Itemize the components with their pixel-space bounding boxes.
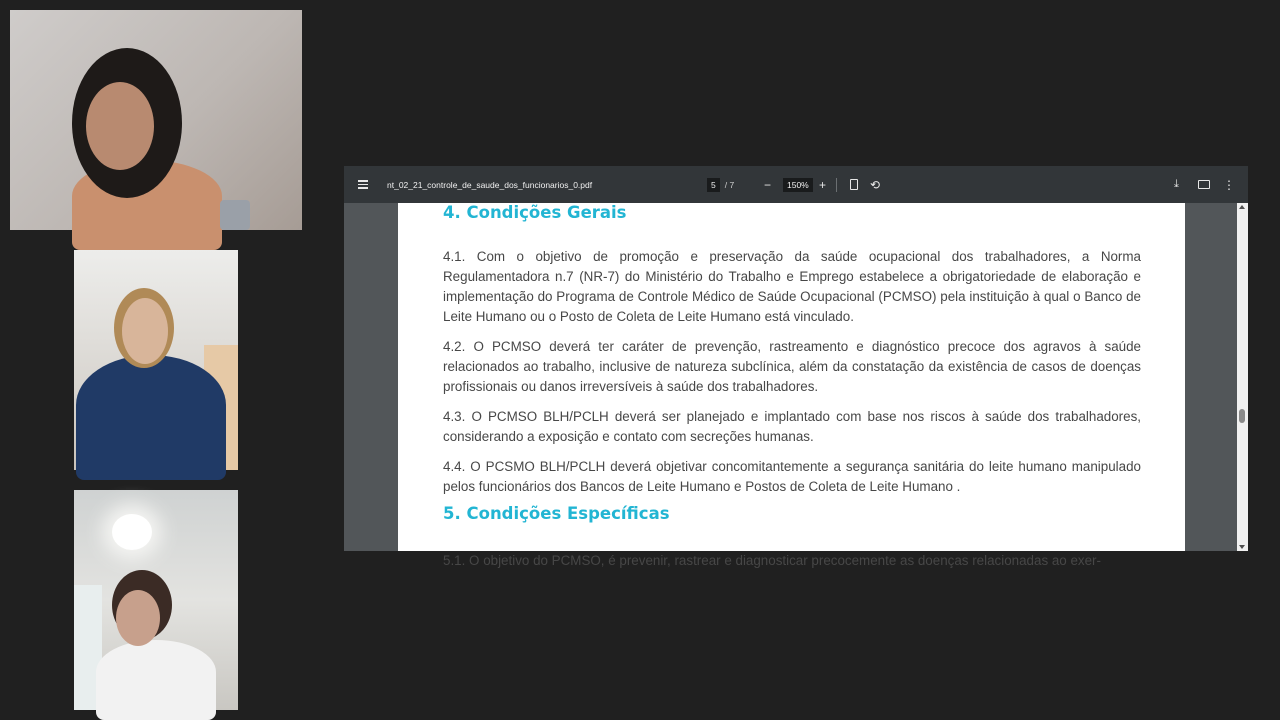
zoom-level-value: 150% (783, 178, 813, 192)
more-options-icon[interactable]: ⋮ (1223, 177, 1235, 192)
pdf-page (398, 203, 1185, 569)
page-indicator (707, 166, 734, 203)
scroll-up-arrow-icon[interactable] (1239, 205, 1245, 209)
participant-2-figure (76, 355, 226, 480)
paragraph-5-1: 5.1. O objetivo do PCMSO, é prevenir, rastrear e diagnosticar precocemente as doenças relacionadas ao exer- (443, 553, 1101, 569)
pdf-viewer (344, 166, 1248, 569)
rotate-icon[interactable]: ⟲ (870, 177, 881, 192)
paragraph-4-4: 4.4. O PCSMO BLH/PCLH deverá objetivar concomitantemente a segurança sanitária do leite humano manipulado pelos funcionários dos Bancos de Leite Humano e Postos de Coleta de Leite Humano . (443, 459, 1141, 495)
participant-1-face (86, 82, 154, 170)
menu-icon[interactable] (358, 166, 372, 203)
participant-2-face (122, 298, 168, 364)
paragraph-4-3: 4.3. O PCMSO BLH/PCLH deverá ser planejado e implantado com base nos riscos à saúde dos trabalhadores, considerando a exposição e contato com secreções humanas. (443, 409, 1141, 445)
pdf-toolbar (344, 166, 1248, 203)
zoom-in-button[interactable]: + (819, 177, 827, 192)
page-total: / 7 (724, 179, 735, 190)
fit-page-icon[interactable] (850, 166, 858, 203)
scrollbar-thumb[interactable] (1239, 409, 1245, 423)
participant-1-background-item (220, 200, 250, 230)
document-filename: nt_02_21_controle_de_saude_dos_funcionarios_0.pdf (387, 179, 593, 190)
section-heading-5: 5. Condições Específicas (443, 504, 670, 523)
scroll-down-arrow-icon[interactable] (1239, 545, 1245, 549)
section-heading-4: 4. Condições Gerais (443, 203, 627, 222)
vertical-scrollbar[interactable] (1237, 203, 1248, 551)
zoom-level-input[interactable] (783, 166, 813, 203)
participant-video-1[interactable] (10, 10, 302, 230)
paragraph-4-2: 4.2. O PCMSO deverá ter caráter de prevenção, rastreamento e diagnóstico precoce dos agravos à saúde relacionados ao trabalho, inclusive de natureza subclínica, além da constatação da existência de casos de doenças profissionais ou danos irreversíveis à saúde dos trabalhadores. (443, 339, 1141, 395)
zoom-out-button[interactable]: − (764, 177, 772, 192)
print-icon[interactable] (1198, 166, 1210, 203)
toolbar-divider (836, 166, 837, 203)
participant-video-2[interactable] (74, 250, 238, 470)
participant-video-3[interactable] (74, 490, 238, 710)
paragraph-4-1: 4.1. Com o objetivo de promoção e preservação da saúde ocupacional dos trabalhadores, a Norma Regulamentadora n.7 (NR-7) do Ministério do Trabalho e Emprego estabelece a obrigatoriedade de elaboração e implementação do Programa de Controle Médico de Saúde Ocupacional (PCMSO) pela instituição à qual o Banco de Leite Humano ou o Posto de Coleta de Leite Humano está vinculado. (443, 249, 1141, 325)
participant-3-ceiling-light (112, 514, 152, 550)
participant-3-figure (96, 640, 216, 720)
participant-3-face (116, 590, 160, 646)
page-number-input[interactable]: 5 (707, 178, 720, 192)
download-icon[interactable]: ⤓ (1174, 178, 1179, 190)
